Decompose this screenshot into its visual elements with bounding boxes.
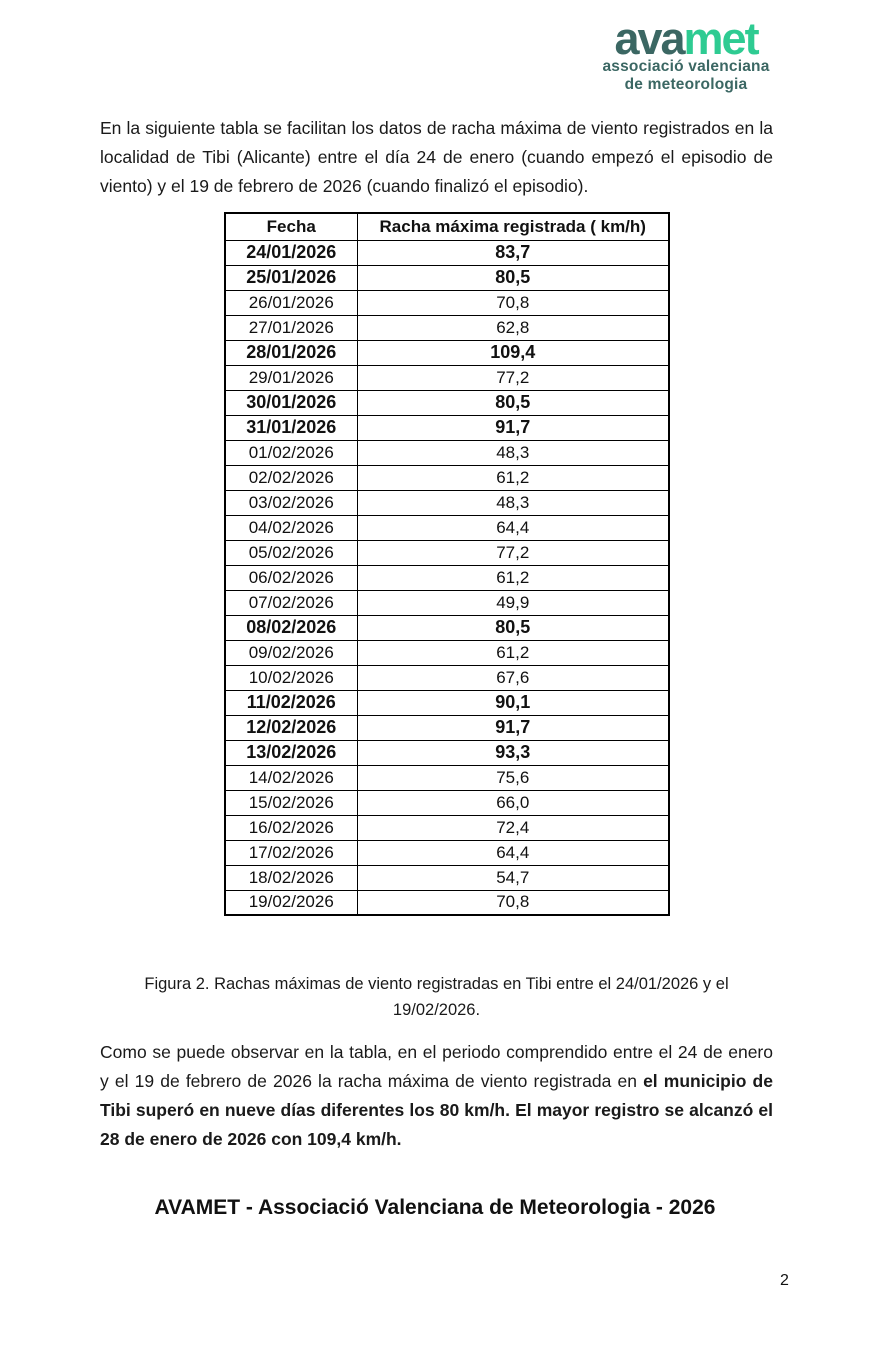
closing-regular-text: Como se puede observar en la tabla, en el periodo comprendido entre el 24 de enero y el 19 de febrero de 2026 la racha máxima de viento registrada en bbox=[100, 1042, 773, 1091]
gust-value-cell: 48,3 bbox=[357, 440, 669, 465]
header-racha-maxima: Racha máxima registrada ( km/h) bbox=[357, 213, 669, 240]
avamet-wordmark bbox=[589, 13, 783, 64]
date-cell: 03/02/2026 bbox=[225, 490, 357, 515]
table-row bbox=[225, 890, 669, 915]
table-row bbox=[225, 515, 669, 540]
gust-value-cell: 61,2 bbox=[357, 465, 669, 490]
date-cell: 25/01/2026 bbox=[225, 265, 357, 290]
date-cell: 16/02/2026 bbox=[225, 815, 357, 840]
table-row bbox=[225, 340, 669, 365]
date-cell: 17/02/2026 bbox=[225, 840, 357, 865]
gust-value-cell: 93,3 bbox=[357, 740, 669, 765]
gust-value-cell: 90,1 bbox=[357, 690, 669, 715]
gust-value-cell: 70,8 bbox=[357, 290, 669, 315]
date-cell: 14/02/2026 bbox=[225, 765, 357, 790]
date-cell: 01/02/2026 bbox=[225, 440, 357, 465]
table-row bbox=[225, 690, 669, 715]
table-row bbox=[225, 790, 669, 815]
table-row bbox=[225, 540, 669, 565]
closing-paragraph bbox=[100, 1038, 773, 1154]
logo-text-met: met bbox=[683, 13, 758, 64]
table-row bbox=[225, 715, 669, 740]
gust-value-cell: 48,3 bbox=[357, 490, 669, 515]
date-cell: 05/02/2026 bbox=[225, 540, 357, 565]
gust-value-cell: 80,5 bbox=[357, 615, 669, 640]
gust-value-cell: 75,6 bbox=[357, 765, 669, 790]
table-row bbox=[225, 465, 669, 490]
gust-value-cell: 77,2 bbox=[357, 540, 669, 565]
table-row bbox=[225, 740, 669, 765]
table-row bbox=[225, 365, 669, 390]
date-cell: 06/02/2026 bbox=[225, 565, 357, 590]
table-row bbox=[225, 765, 669, 790]
date-cell: 07/02/2026 bbox=[225, 590, 357, 615]
gust-value-cell: 109,4 bbox=[357, 340, 669, 365]
date-cell: 02/02/2026 bbox=[225, 465, 357, 490]
avamet-logo bbox=[589, 13, 783, 93]
gust-value-cell: 77,2 bbox=[357, 365, 669, 390]
table-row bbox=[225, 640, 669, 665]
table-row bbox=[225, 815, 669, 840]
date-cell: 15/02/2026 bbox=[225, 790, 357, 815]
date-cell: 18/02/2026 bbox=[225, 865, 357, 890]
table-row bbox=[225, 490, 669, 515]
table-row bbox=[225, 265, 669, 290]
page-number: 2 bbox=[780, 1272, 789, 1289]
table-row bbox=[225, 440, 669, 465]
figure-caption: Figura 2. Rachas máximas de viento registradas en Tibi entre el 24/01/2026 y el 19/02/2026. bbox=[144, 975, 729, 1019]
gust-value-cell: 49,9 bbox=[357, 590, 669, 615]
date-cell: 19/02/2026 bbox=[225, 890, 357, 915]
wind-gust-table bbox=[224, 212, 670, 916]
intro-paragraph: En la siguiente tabla se facilitan los datos de racha máxima de viento registrados en la localidad de Tibi (Alicante) entre el día 24 de enero (cuando empezó el episodio de viento) y el 19 de febrero de 2026 (cuando finalizó el episodio). bbox=[100, 118, 773, 196]
date-cell: 11/02/2026 bbox=[225, 690, 357, 715]
table-row bbox=[225, 290, 669, 315]
date-cell: 30/01/2026 bbox=[225, 390, 357, 415]
table-row bbox=[225, 665, 669, 690]
gust-value-cell: 67,6 bbox=[357, 665, 669, 690]
gust-value-cell: 83,7 bbox=[357, 240, 669, 265]
gust-value-cell: 80,5 bbox=[357, 390, 669, 415]
date-cell: 27/01/2026 bbox=[225, 315, 357, 340]
gust-value-cell: 64,4 bbox=[357, 515, 669, 540]
date-cell: 08/02/2026 bbox=[225, 615, 357, 640]
gust-value-cell: 61,2 bbox=[357, 640, 669, 665]
date-cell: 26/01/2026 bbox=[225, 290, 357, 315]
footer-title: AVAMET - Associació Valenciana de Meteorologia - 2026 bbox=[154, 1196, 716, 1219]
header-fecha: Fecha bbox=[225, 213, 357, 240]
gust-value-cell: 70,8 bbox=[357, 890, 669, 915]
date-cell: 10/02/2026 bbox=[225, 665, 357, 690]
table-header-row bbox=[225, 213, 669, 240]
date-cell: 13/02/2026 bbox=[225, 740, 357, 765]
table-row bbox=[225, 315, 669, 340]
date-cell: 31/01/2026 bbox=[225, 415, 357, 440]
gust-value-cell: 66,0 bbox=[357, 790, 669, 815]
gust-value-cell: 62,8 bbox=[357, 315, 669, 340]
gust-value-cell: 61,2 bbox=[357, 565, 669, 590]
table-row bbox=[225, 565, 669, 590]
table-row bbox=[225, 415, 669, 440]
gust-value-cell: 80,5 bbox=[357, 265, 669, 290]
table-row bbox=[225, 865, 669, 890]
date-cell: 28/01/2026 bbox=[225, 340, 357, 365]
gust-value-cell: 64,4 bbox=[357, 840, 669, 865]
logo-text-ava: ava bbox=[614, 13, 684, 64]
date-cell: 24/01/2026 bbox=[225, 240, 357, 265]
closing-bold-text: el municipio de Tibi superó en nueve días diferentes los 80 km/h. El mayor registro se alcanzó el 28 de enero de 2026 con 109,4 km/h. bbox=[100, 1071, 773, 1149]
date-cell: 12/02/2026 bbox=[225, 715, 357, 740]
table-row bbox=[225, 390, 669, 415]
gust-value-cell: 54,7 bbox=[357, 865, 669, 890]
logo-subtitle-line2: de meteorologia bbox=[624, 75, 748, 93]
gust-value-cell: 91,7 bbox=[357, 715, 669, 740]
table-row bbox=[225, 590, 669, 615]
table-row bbox=[225, 840, 669, 865]
date-cell: 04/02/2026 bbox=[225, 515, 357, 540]
table-row bbox=[225, 240, 669, 265]
date-cell: 29/01/2026 bbox=[225, 365, 357, 390]
logo-subtitle-line1: associació valenciana bbox=[602, 58, 770, 75]
date-cell: 09/02/2026 bbox=[225, 640, 357, 665]
table-row bbox=[225, 615, 669, 640]
wind-table-body bbox=[225, 240, 669, 915]
gust-value-cell: 91,7 bbox=[357, 415, 669, 440]
gust-value-cell: 72,4 bbox=[357, 815, 669, 840]
